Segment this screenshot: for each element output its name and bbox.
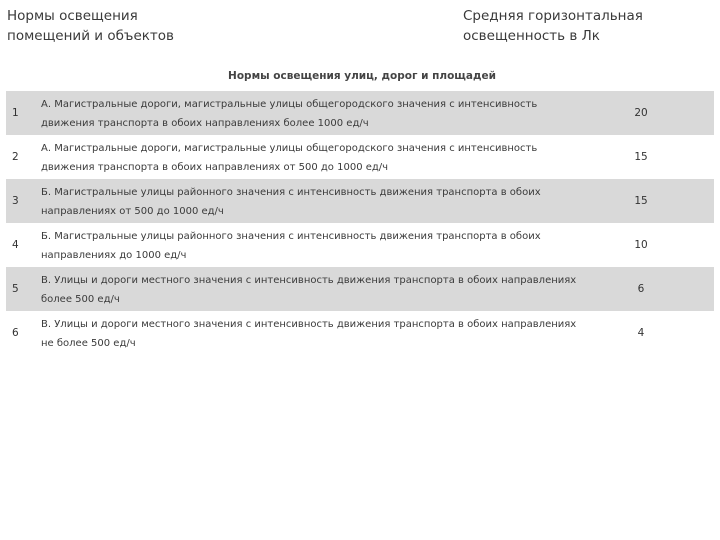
row-description-line1: Б. Магистральные улицы районного значения с интенсивность движения транспорта в обоих [41,231,541,242]
header-right-title [463,6,703,46]
row-description [41,139,596,177]
header-right-line1: Средняя горизонтальная [463,8,643,24]
table-row-2 [6,135,714,179]
row-illuminance-value: 15 [634,151,648,163]
row-description-line2: движения транспорта в обоих направлениях от 500 до 1000 ед/ч [41,162,389,173]
header-left-line1: Нормы освещения [7,8,138,24]
row-description-line1: А. Магистральные дороги, магистральные улицы общегородского значения с интенсивность [41,143,538,154]
row-number: 4 [12,239,19,251]
row-description-line2: не более 500 ед/ч [41,338,136,349]
row-description [41,271,596,309]
header-left-line2: помещений и объектов [7,28,174,44]
table-row-1 [6,91,714,135]
row-description [41,315,596,353]
row-description-line1: В. Улицы и дороги местного значения с интенсивность движения транспорта в обоих направлениях [41,275,577,286]
row-number: 5 [12,283,19,295]
header-right-line2: освещенность в Лк [463,28,600,44]
row-description [41,227,596,265]
table-row-5 [6,267,714,311]
table-row-6 [6,311,714,355]
row-description-line1: Б. Магистральные улицы районного значения с интенсивность движения транспорта в обоих [41,187,541,198]
row-description [41,95,596,133]
row-illuminance-value: 4 [637,327,645,339]
row-illuminance-value: 6 [637,283,645,295]
table-row-4 [6,223,714,267]
row-description-line2: движения транспорта в обоих направлениях более 1000 ед/ч [41,118,369,129]
row-number: 3 [12,195,19,207]
row-number: 1 [12,107,19,119]
lighting-norms-table [6,91,714,355]
row-illuminance-value: 15 [634,195,648,207]
row-illuminance-value: 10 [634,239,648,251]
row-description-line2: направлениях до 1000 ед/ч [41,250,187,261]
row-illuminance-value: 20 [634,107,648,119]
row-number: 2 [12,151,19,163]
row-description-line1: В. Улицы и дороги местного значения с интенсивность движения транспорта в обоих направлениях [41,319,577,330]
row-description-line2: более 500 ед/ч [41,294,120,305]
row-description-line2: направлениях от 500 до 1000 ед/ч [41,206,224,217]
row-description [41,183,596,221]
table-title: Нормы освещения улиц, дорог и площадей [228,70,496,82]
row-number: 6 [12,327,19,339]
header-left-title [7,6,227,46]
table-row-3 [6,179,714,223]
row-description-line1: А. Магистральные дороги, магистральные улицы общегородского значения с интенсивность [41,99,538,110]
